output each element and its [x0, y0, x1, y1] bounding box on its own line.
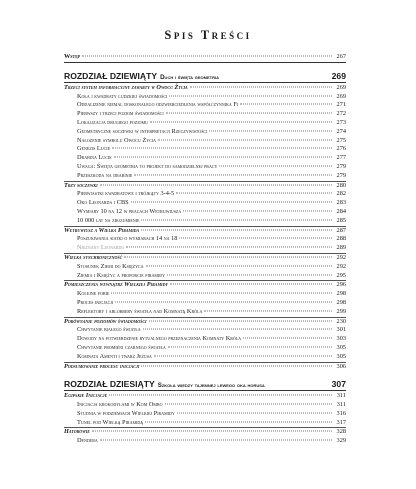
- chapter-label: ROZDZIAŁ DZIESIĄTY: [64, 379, 155, 390]
- toc-entry-label: Nałożenie symbolu Owocu Życia: [77, 136, 156, 144]
- toc-entry-label: Trzy soczewki: [64, 181, 98, 189]
- toc-entry-row[interactable]: [64, 163, 346, 172]
- toc-entry-page: 287: [336, 226, 346, 234]
- toc-entry-label: Pierwszy i trzeci poziom świadomości: [77, 110, 164, 118]
- dot-leader: [145, 421, 331, 422]
- toc-entry-page: 282: [336, 190, 346, 198]
- dot-leader: [166, 113, 332, 114]
- toc-entry-label: Oko Leonarda i CBS: [77, 199, 129, 207]
- toc-section-row[interactable]: [64, 181, 346, 191]
- dot-leader: [141, 229, 331, 230]
- dot-leader: [143, 329, 332, 330]
- toc-entry-label: Dendera: [77, 437, 98, 445]
- toc-entry-label: Dowody na potwierdzenie rytualnego przeznaczenia Komnaty Króla: [77, 335, 242, 343]
- toc-entry-label: Podsumowanie procesu inicjacji: [64, 362, 140, 370]
- dot-leader: [131, 202, 332, 203]
- toc-entry-page: 269: [336, 92, 346, 100]
- toc-entry-label: Genezis Lucie: [77, 145, 111, 153]
- toc-entry-label: Nieznany Leonardo: [77, 244, 125, 252]
- toc-entry-row[interactable]: [64, 353, 346, 362]
- toc-entry-row[interactable]: [64, 437, 346, 446]
- toc-entry-label: Reflektory i ablorbery światła nad Komnatą Króla: [77, 307, 203, 315]
- toc-entry-page: 311: [336, 392, 346, 400]
- dot-leader: [111, 293, 331, 294]
- dot-leader: [204, 310, 331, 311]
- dot-leader: [169, 95, 331, 96]
- toc-entry-page: 275: [336, 136, 346, 144]
- dot-leader: [112, 148, 331, 149]
- toc-entry-row[interactable]: [64, 290, 346, 299]
- dot-leader: [82, 56, 331, 57]
- chapter-page: 269: [331, 70, 346, 81]
- toc-entry-label: Oddalizenie niemal doskonałego odzwierciedlenia współczynnika Fi: [77, 101, 239, 109]
- toc-entry-row[interactable]: [64, 101, 346, 110]
- toc-entry-row[interactable]: [64, 190, 346, 199]
- dot-leader: [209, 130, 331, 131]
- toc-entry-page: 279: [336, 162, 346, 170]
- toc-entry-row[interactable]: [64, 119, 346, 128]
- toc-section-row[interactable]: [64, 362, 346, 372]
- dot-leader: [141, 365, 331, 366]
- toc-entry-page: 289: [336, 244, 346, 252]
- toc-entry-page: 317: [336, 418, 346, 426]
- toc-entry-page: 298: [336, 290, 346, 298]
- dot-leader: [176, 193, 331, 194]
- dot-leader: [154, 355, 332, 356]
- toc-section-row[interactable]: [64, 427, 346, 437]
- dot-leader: [126, 247, 331, 248]
- toc-intro-label: Wstęp: [64, 53, 81, 60]
- toc-entry-row[interactable]: [64, 208, 346, 217]
- chapter-subtitle: Duch i święta geometria: [160, 73, 219, 81]
- toc-entry-label: Wielka synchroniczność: [64, 253, 123, 261]
- toc-entry-label: Chwytanie promieni czarnego światła: [77, 343, 166, 351]
- toc-entry-label: Egipskie Inicjacje: [64, 392, 108, 400]
- toc-entry-label: Uwaga: Święta geometria to projekt do samodzielnej pracy: [77, 162, 218, 170]
- toc-entry-label: Wymiary 10 na 12 w pracach Wetruwiusza: [77, 207, 182, 215]
- dot-leader: [150, 121, 332, 122]
- dot-leader: [177, 412, 332, 413]
- toc-entry-row[interactable]: [64, 272, 346, 281]
- toc-section-row[interactable]: [64, 317, 346, 327]
- toc-section-row[interactable]: [64, 392, 346, 401]
- dot-leader: [190, 86, 332, 87]
- toc-entry-page: 279: [336, 171, 346, 179]
- toc-entry-label: Porównanie poziomów świadomości: [64, 317, 147, 325]
- chapter-label: ROZDZIAŁ DZIEWIĄTY: [64, 70, 158, 81]
- dot-leader: [141, 219, 331, 220]
- toc-entry-label: Przeszkoda na drabinie: [77, 171, 133, 179]
- toc-entry-row[interactable]: [64, 172, 346, 181]
- toc-entry-label: Drabina Lucie: [77, 154, 112, 162]
- dot-leader: [100, 184, 332, 185]
- toc-entry-row[interactable]: [64, 344, 346, 353]
- dot-leader: [146, 265, 332, 266]
- toc-entry-page: 273: [336, 118, 346, 126]
- toc-entry-label: Koła i kwadraty ludzkiej świadomości: [77, 92, 168, 100]
- toc-entry-page: 284: [336, 207, 346, 215]
- dot-leader: [124, 256, 331, 257]
- toc-entry-label: Studnia w podziemiach Wielkiej Piramidy: [77, 409, 175, 417]
- toc-entry-row[interactable]: [64, 335, 346, 344]
- toc-entry-page: 285: [336, 216, 346, 224]
- toc-entry-page: 305: [336, 343, 346, 351]
- toc-entry-page: 298: [336, 298, 346, 306]
- dot-leader: [183, 210, 331, 211]
- toc-entry-page: 303: [336, 335, 346, 343]
- toc-entry-page: 296: [336, 281, 346, 289]
- toc-entry-row[interactable]: [64, 308, 346, 317]
- dot-leader: [170, 284, 332, 285]
- toc-entry-row[interactable]: [64, 110, 346, 119]
- dot-leader: [179, 238, 331, 239]
- toc-entry-label: Ziemia i Księżyc a proporcje piramidy: [77, 271, 166, 279]
- toc-entry-page: 271: [336, 101, 346, 109]
- toc-entry-page: 306: [336, 362, 346, 370]
- dot-leader: [240, 104, 331, 105]
- toc-entry-page: 272: [336, 110, 346, 118]
- toc-entry-row[interactable]: [64, 263, 346, 272]
- toc-entry-page: 283: [336, 199, 346, 207]
- toc-entry-row[interactable]: [64, 419, 346, 428]
- table-of-contents: [64, 52, 346, 446]
- toc-entry-row[interactable]: [64, 326, 346, 335]
- toc-entry-label: Pomieszczenia wewnątrz Wielkiej Piramidy: [64, 281, 168, 289]
- toc-entry-page: 280: [336, 181, 346, 189]
- toc-entry-label: Tunel pod Wielką Piramidą: [77, 418, 144, 426]
- toc-entry-row[interactable]: [64, 410, 346, 419]
- toc-entry-row[interactable]: [64, 93, 346, 102]
- dot-leader: [109, 395, 331, 396]
- toc-entry-label: Wetruwiusz a Wielka Piramida: [64, 226, 140, 234]
- dot-leader: [92, 431, 332, 432]
- toc-entry-page: 292: [336, 253, 346, 261]
- dot-leader: [134, 174, 331, 175]
- toc-intro-page: 267: [336, 53, 346, 60]
- toc-entry-page: 305: [336, 352, 346, 360]
- chapter-heading[interactable]: [64, 371, 346, 391]
- toc-section-row[interactable]: [64, 253, 346, 263]
- dot-leader: [149, 320, 332, 321]
- toc-entry-label: Trzeci system informacyjny zawarty w Owocu Życia: [64, 83, 188, 91]
- toc-entry-row[interactable]: [64, 299, 346, 308]
- toc-entry-page: 230: [336, 317, 346, 325]
- dot-leader: [167, 274, 331, 275]
- toc-entry-label: Proces inicjacji: [77, 298, 114, 306]
- toc-entry-label: Hatorowie: [64, 428, 90, 436]
- toc-entry-page: 269: [336, 83, 346, 91]
- toc-entry-row[interactable]: [64, 154, 346, 163]
- dot-leader: [158, 139, 332, 140]
- toc-entry-page: 295: [336, 271, 346, 279]
- toc-entry-label: 10 000 lat na zrozumienie: [77, 216, 140, 224]
- chapter-page: 307: [331, 379, 346, 390]
- chapter-subtitle: Szkoła wiedzy tajemnej lewego oka horusa: [157, 382, 265, 390]
- toc-entry-page: 292: [336, 262, 346, 270]
- toc-entry-row[interactable]: [64, 137, 346, 146]
- toc-entry-label: Stosunek Ziemi do Księżyca: [77, 262, 144, 270]
- page-title: Spis Treści: [164, 28, 252, 42]
- toc-entry-page: 301: [336, 326, 346, 334]
- toc-entry-row[interactable]: [64, 199, 346, 208]
- toc-entry-page: 328: [336, 428, 346, 436]
- toc-entry-page: 276: [336, 145, 346, 153]
- dot-leader: [114, 157, 332, 158]
- dot-leader: [243, 338, 331, 339]
- toc-entry-row[interactable]: [64, 145, 346, 154]
- toc-entry-label: Pierwiastki kwadratowe i trójkąty 3-4-5: [77, 190, 175, 198]
- toc-entry-row[interactable]: [64, 401, 346, 410]
- toc-entry-page: 277: [336, 154, 346, 162]
- dot-leader: [115, 301, 331, 302]
- toc-entry-row[interactable]: [64, 128, 346, 137]
- toc-intro-row[interactable]: [64, 52, 346, 63]
- dot-leader: [219, 165, 331, 166]
- dot-leader: [100, 440, 332, 441]
- toc-entry-row[interactable]: [64, 235, 346, 244]
- toc-entry-page: 316: [336, 409, 346, 417]
- chapters-container: [64, 63, 346, 446]
- toc-entry-row[interactable]: [64, 217, 346, 226]
- dot-leader: [168, 346, 332, 347]
- toc-entry-page: 288: [336, 235, 346, 243]
- toc-entry-page: 299: [336, 307, 346, 315]
- toc-entry-page: 311: [336, 401, 346, 409]
- toc-entry-label: Komnata Amenti i twarz Jezusa: [77, 352, 152, 360]
- toc-section-row[interactable]: [64, 226, 346, 236]
- toc-entry-label: Chwytanie białego światła: [77, 326, 141, 334]
- chapter-heading[interactable]: [64, 63, 346, 83]
- toc-entry-row[interactable]: [64, 244, 346, 253]
- toc-entry-label: Geometryczne soczewki w interpretacji Rzeczywistości: [77, 127, 208, 135]
- toc-entry-page: 329: [336, 437, 346, 445]
- toc-entry-label: Kolejne fobie: [77, 290, 110, 298]
- dot-leader: [165, 404, 332, 405]
- toc-section-row[interactable]: [64, 280, 346, 290]
- toc-entry-label: Poszukiwania siatki o wymiarach 14 na 18: [77, 235, 178, 243]
- toc-section-row[interactable]: [64, 84, 346, 93]
- toc-entry-label: Inicjacja krokodylami w Kom Ombo: [77, 401, 163, 409]
- toc-entry-label: Lokalizacja drugiego poziomu: [77, 118, 148, 126]
- toc-entry-page: 274: [336, 127, 346, 135]
